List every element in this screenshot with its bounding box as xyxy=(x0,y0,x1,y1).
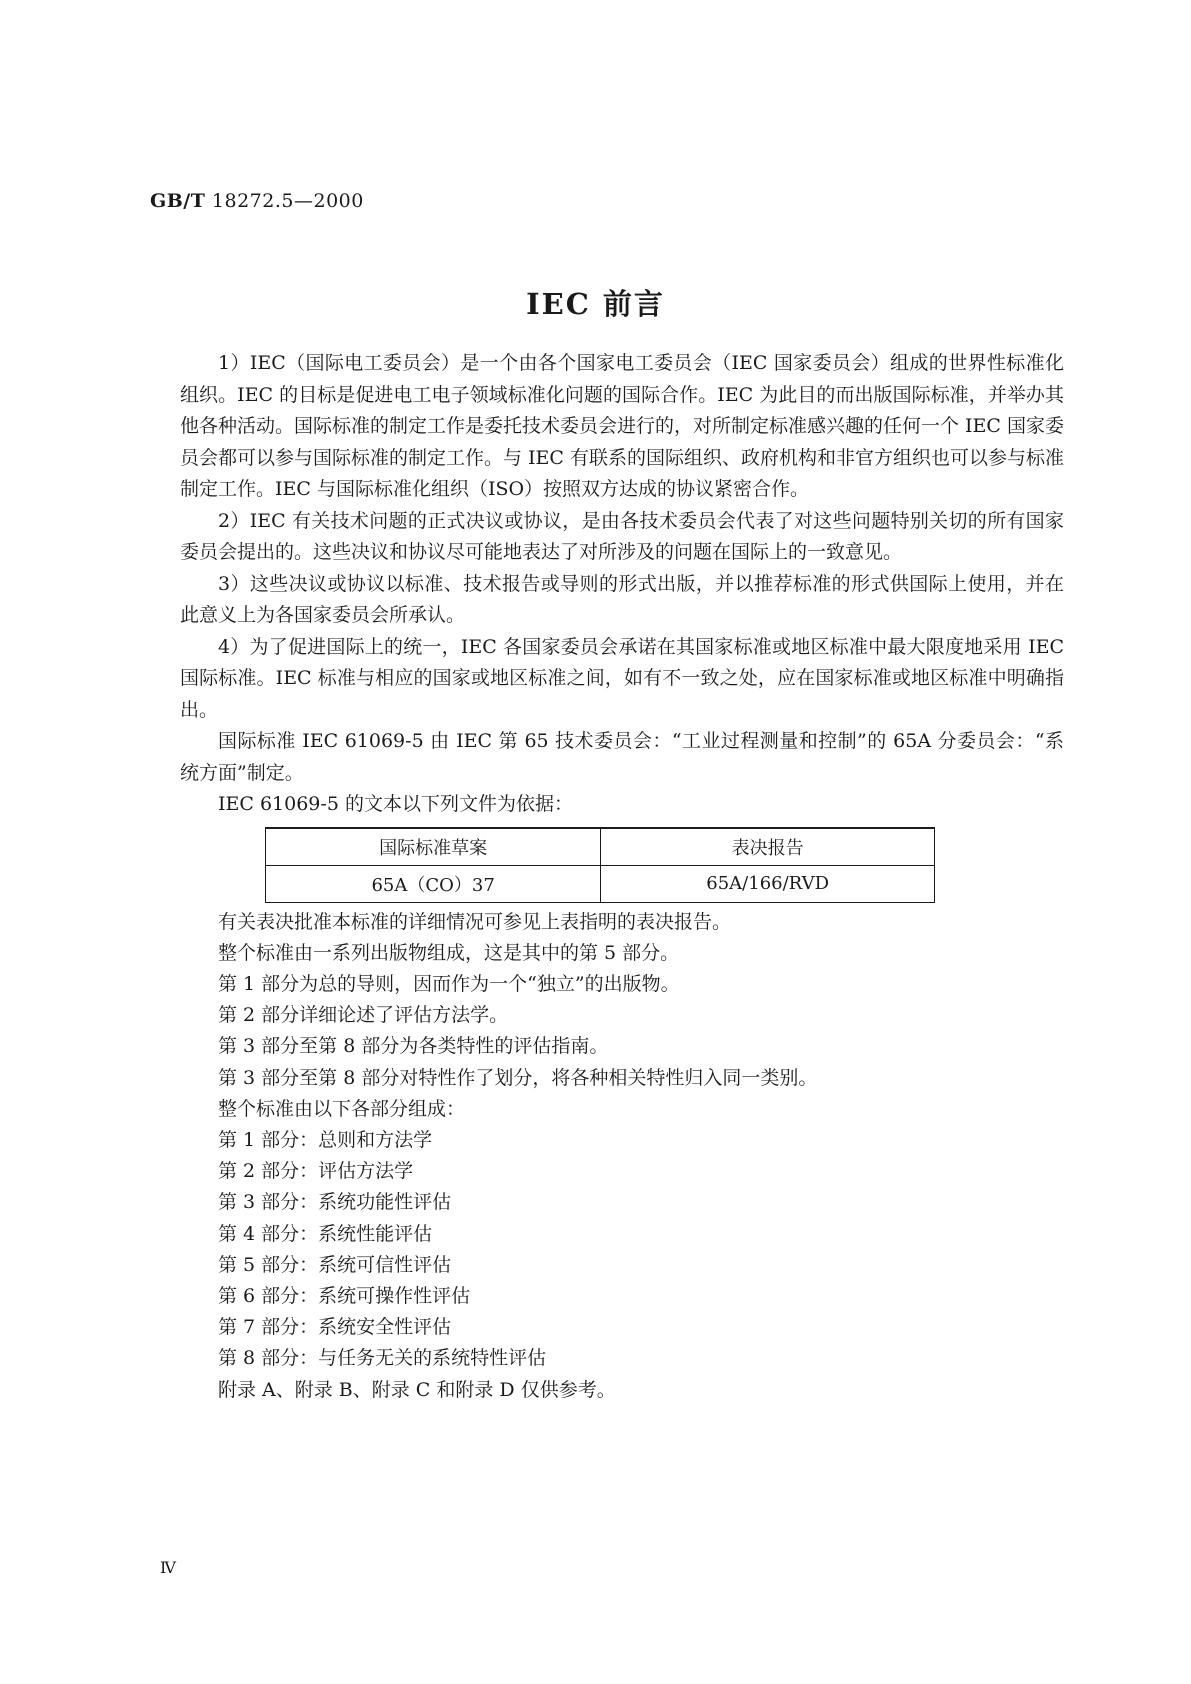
document-body xyxy=(180,348,1064,1406)
list-item: 有关表决批准本标准的详细情况可参见上表指明的表决报告。 xyxy=(218,910,732,933)
page-title: IEC 前言 xyxy=(526,287,665,321)
list-item: 第 3 部分至第 8 部分为各类特性的评估指南。 xyxy=(218,1035,609,1058)
paragraph-6: IEC 61069-5 的文本以下列文件为依据： xyxy=(218,793,573,815)
table-header-row xyxy=(266,828,935,866)
list-item: 第 2 部分：评估方法学 xyxy=(218,1160,414,1183)
list-item: 第 6 部分：系统可操作性评估 xyxy=(218,1284,471,1307)
standard-prefix: GB/T xyxy=(150,190,206,212)
standard-code xyxy=(150,190,364,212)
list-item: 整个标准由以下各部分组成： xyxy=(218,1097,466,1120)
list-item: 第 7 部分：系统安全性评估 xyxy=(218,1316,452,1339)
list-item: 第 3 部分至第 8 部分对特性作了划分，将各种相关特性归入同一类别。 xyxy=(218,1066,818,1089)
list-item: 第 2 部分详细论述了评估方法学。 xyxy=(218,1004,509,1027)
list-item: 整个标准由一系列出版物组成，这是其中的第 5 部分。 xyxy=(218,941,680,964)
list-item: 第 8 部分：与任务无关的系统特性评估 xyxy=(218,1347,547,1370)
document-table xyxy=(265,827,935,903)
paragraph-4: 4）为了促进国际上的统一，IEC 各国家委员会承诺在其国家标准或地区标准中最大限度地采用 IEC 国际标准。IEC 标准与相应的国家或地区标准之间，如有不一致之处，应在国家标准或地区标准中明确指出。 xyxy=(180,635,1064,721)
paragraph-3: 3）这些决议或协议以标准、技术报告或导则的形式出版，并以推荐标准的形式供国际上使用，并在此意义上为各国家委员会所承认。 xyxy=(180,572,1064,626)
standard-number: 18272.5—2000 xyxy=(211,190,364,212)
list-item: 第 3 部分：系统功能性评估 xyxy=(218,1191,452,1214)
line-list xyxy=(180,907,1064,1406)
paragraph-1: 1）IEC（国际电工委员会）是一个由各个国家电工委员会（IEC 国家委员会）组成的世界性标准化组织。IEC 的目标是促进电工电子领域标准化问题的国际合作。IEC 为此目的而出版国际标准，并举办其他各种活动。国际标准的制定工作是委托技术委员会进行的，对所制定标准感兴趣的任何一个 IEC 国家委员会都可以参与国际标准的制定工作。与 IEC 有联系的国际组织、政府机构和非官方组织也可以参与标准制定工作。IEC 与国际标准化组织（ISO）按照双方达成的协议紧密合作。 xyxy=(180,352,1064,500)
table-header-cell: 国际标准草案 xyxy=(266,828,601,866)
list-item: 第 5 部分：系统可信性评估 xyxy=(218,1253,452,1276)
paragraph-5: 国际标准 IEC 61069-5 由 IEC 第 65 技术委员会：“工业过程测量和控制”的 65A 分委员会：“系统方面”制定。 xyxy=(180,730,1064,784)
table-cell: 65A（CO）37 xyxy=(266,865,601,902)
list-item: 第 1 部分：总则和方法学 xyxy=(218,1128,433,1151)
page-number: Ⅳ xyxy=(160,1558,176,1577)
list-item: 第 4 部分：系统性能评估 xyxy=(218,1222,433,1245)
paragraph-2: 2）IEC 有关技术问题的正式决议或协议，是由各技术委员会代表了对这些问题特别关切的所有国家委员会提出的。这些决议和协议尽可能地表达了对所涉及的问题在国际上的一致意见。 xyxy=(180,509,1064,563)
table-header-cell: 表决报告 xyxy=(601,828,935,866)
list-item: 附录 A、附录 B、附录 C 和附录 D 仅供参考。 xyxy=(218,1378,616,1401)
table-cell: 65A/166/RVD xyxy=(601,865,935,902)
list-item: 第 1 部分为总的导则，因而作为一个“独立”的出版物。 xyxy=(218,972,680,995)
table-row xyxy=(266,865,935,902)
